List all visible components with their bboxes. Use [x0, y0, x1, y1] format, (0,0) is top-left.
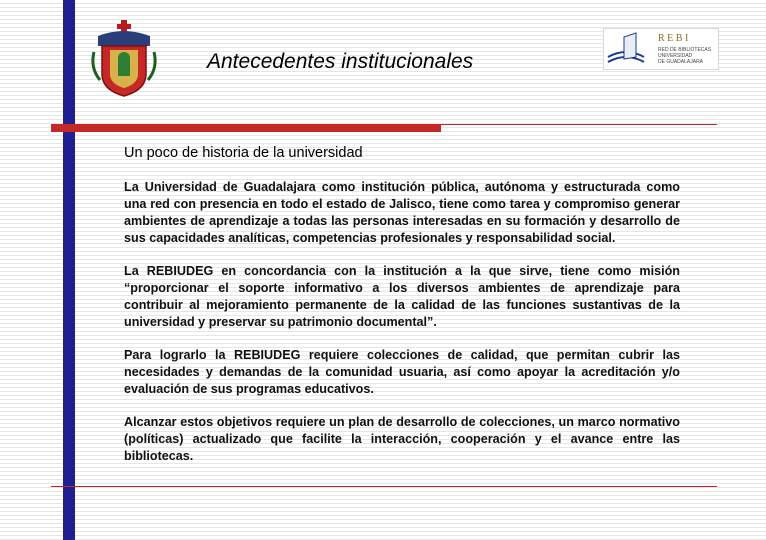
rebi-line-3: DE GUADALAJARA	[658, 59, 704, 65]
title-underline-bar	[51, 124, 441, 132]
rebi-line-1: RED DE BIBLIOTECAS	[658, 47, 712, 53]
top-rule	[441, 124, 717, 125]
university-coat-of-arms-logo	[88, 18, 160, 98]
slide-title: Antecedentes institucionales	[207, 50, 474, 73]
paragraph-1: La Universidad de Guadalajara como institución pública, autónoma y estructurada como una red con presencia en todo el estado de Jalisco, tiene como tarea y compromiso generar ambientes de aprendizaje a todas las personas interesadas en su formación y desarrollo de sus capacidades analíticas, competencias profesionales y responsabilidad social.	[124, 180, 680, 245]
slide-subtitle: Un poco de historia de la universidad	[124, 145, 363, 161]
rebiudeg-logo	[603, 28, 719, 70]
rebi-line-2: UNIVERSIDAD	[658, 53, 693, 59]
paragraph-3: Para lograrlo la REBIUDEG requiere colecciones de calidad, que permitan cubrir las necesidades y demandas de la comunidad usuaria, así como apoyar la acreditación y/o evaluación de sus programas educativos.	[124, 348, 680, 396]
slide-content	[124, 145, 680, 481]
left-accent-bar	[63, 0, 75, 540]
bottom-rule	[51, 486, 717, 487]
paragraph-4: Alcanzar estos objetivos requiere un plan de desarrollo de colecciones, un marco normativo (políticas) actualizado que facilite la interacción, cooperación y el avance entre las bibliotecas.	[124, 415, 680, 463]
paragraph-2: La REBIUDEG en concordancia con la institución a la que sirve, tiene como misión “proporcionar el soporte informativo a los diversos ambientes de aprendizaje para contribuir al mejoramiento permanente de la calidad de las funciones sustantivas de la universidad y preservar su patrimonio documental”.	[124, 264, 680, 329]
rebi-acronym: R E B I	[658, 33, 689, 44]
